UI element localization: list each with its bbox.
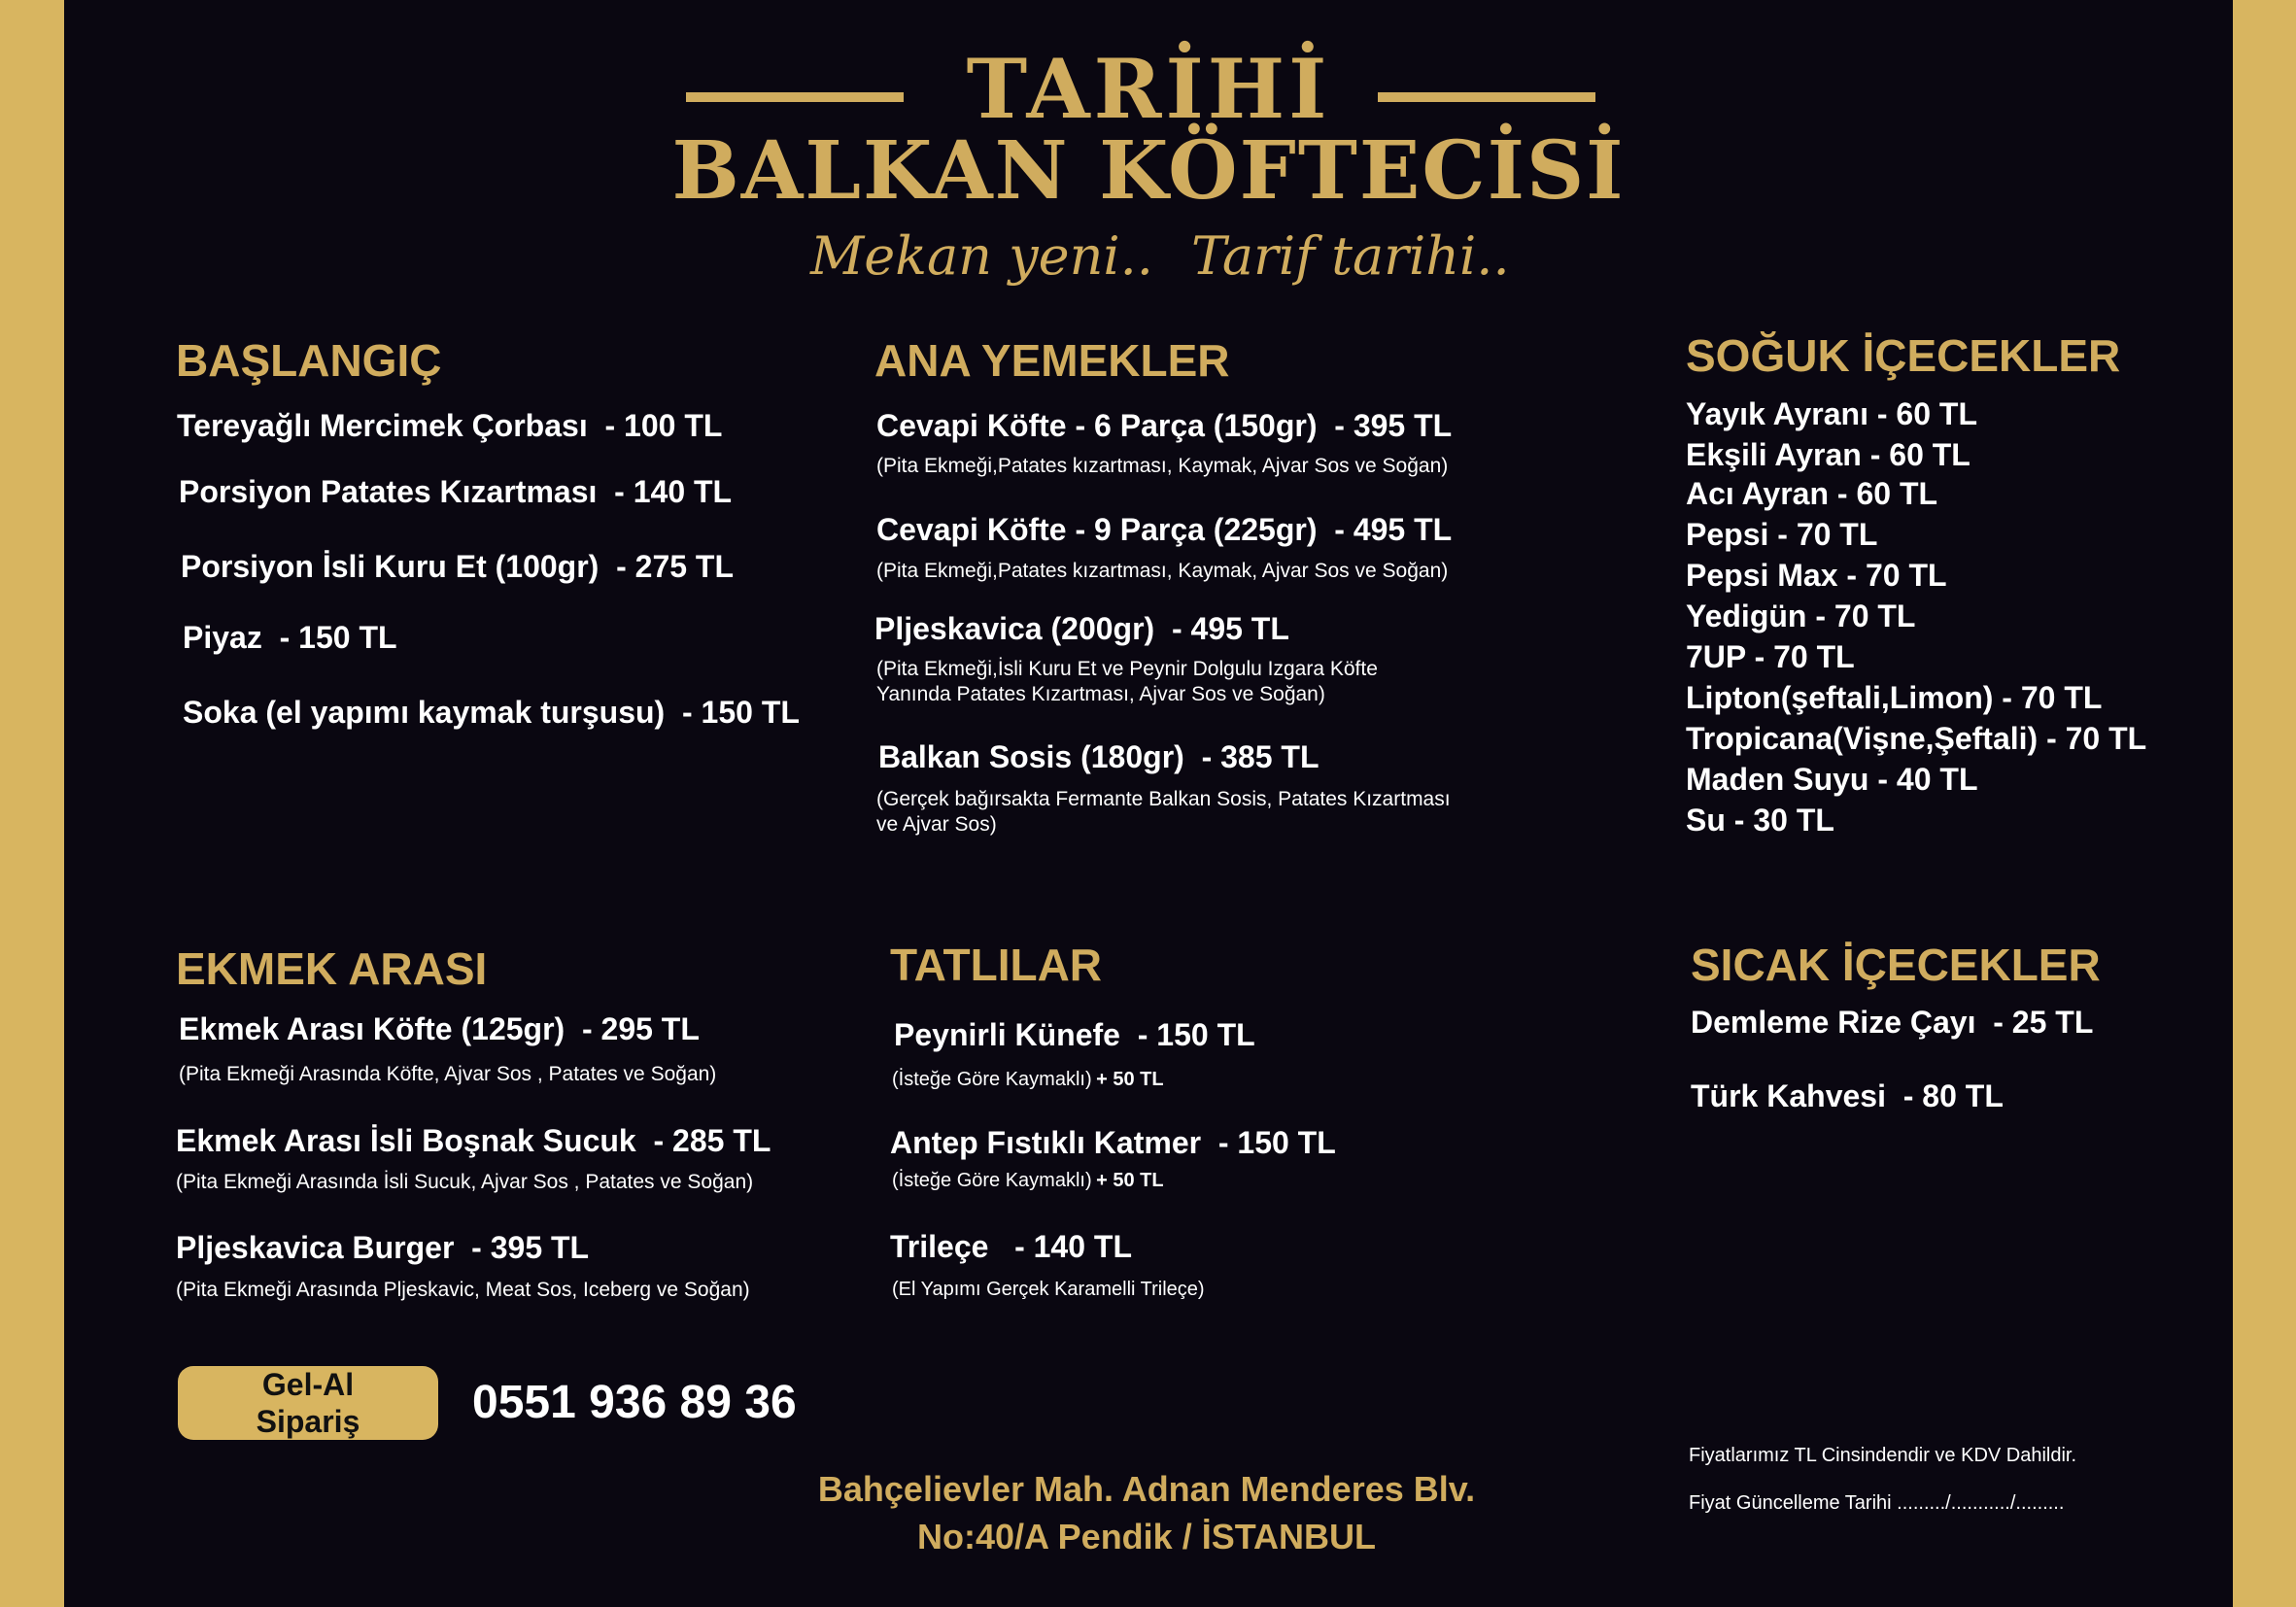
menu-item <box>876 512 1452 548</box>
menu-item <box>890 1125 1336 1161</box>
item-name: Maden Suyu <box>1686 762 1869 797</box>
item-name: Antep Fıstıklı Katmer <box>890 1125 1202 1160</box>
item-price: - 150 TL <box>1137 1017 1255 1052</box>
item-name: Demleme Rize Çayı <box>1691 1005 1976 1040</box>
menu-item <box>1686 721 2146 757</box>
item-name: Pepsi <box>1686 517 1769 552</box>
item-price: - 495 TL <box>1171 611 1289 646</box>
item-price: - 275 TL <box>616 549 735 584</box>
item-name: Tereyağlı Mercimek Çorbası <box>177 408 588 443</box>
item-name: Tropicana(Vişne,Şeftali) <box>1686 721 2039 756</box>
menu-item <box>1686 680 2102 716</box>
item-name: Balkan Sosis (180gr) <box>878 739 1184 774</box>
menu-item <box>1691 1005 2093 1041</box>
item-note: (İsteğe Göre Kaymaklı) <box>892 1069 1092 1090</box>
menu-item <box>1686 517 1877 553</box>
menu-item <box>1686 598 1915 634</box>
item-name: Porsiyon İsli Kuru Et (100gr) <box>181 549 600 584</box>
item-price: - 70 TL <box>1777 517 1878 552</box>
item-name: Porsiyon Patates Kızartması <box>179 474 598 509</box>
menu-item <box>890 1229 1132 1265</box>
item-name: Ekmek Arası İsli Boşnak Sucuk <box>176 1123 636 1158</box>
item-price: - 395 TL <box>1334 408 1453 443</box>
item-name: Pljeskavica (200gr) <box>874 611 1155 646</box>
item-price: - 40 TL <box>1877 762 1978 797</box>
item-description-line-2: ve Ajvar Sos) <box>876 813 997 836</box>
item-price: - 70 TL <box>1815 598 1916 633</box>
section-title-baslangic: BAŞLANGIÇ <box>176 335 442 386</box>
extra-price: + 50 TL <box>1096 1069 1164 1090</box>
menu-item <box>1686 639 1855 675</box>
phone-number[interactable]: 0551 936 89 36 <box>472 1377 797 1428</box>
brand-line-1: TARİHİ <box>966 41 1331 137</box>
menu-item <box>1686 803 1834 838</box>
menu-board <box>64 0 2233 1607</box>
section-title-soguk-icecekler: SOĞUK İÇECEKLER <box>1686 330 2121 381</box>
item-name: Türk Kahvesi <box>1691 1078 1886 1113</box>
item-price: - 295 TL <box>581 1011 700 1046</box>
item-price: - 150 TL <box>681 695 800 730</box>
section-title-ana-yemekler: ANA YEMEKLER <box>874 335 1230 386</box>
slogan-right: Tarif tarihi.. <box>1191 225 1510 287</box>
item-name: Su <box>1686 803 1726 838</box>
item-description: (Pita Ekmeği,Patates kızartması, Kaymak, Ajvar Sos ve Soğan) <box>876 455 1449 477</box>
item-price: - 395 TL <box>471 1230 590 1265</box>
item-name: Acı Ayran <box>1686 476 1830 511</box>
item-name: Ekşili Ayran <box>1686 437 1862 472</box>
item-price: - 495 TL <box>1334 512 1453 547</box>
item-name: Soka (el yapımı kaymak turşusu) <box>183 695 666 730</box>
menu-item <box>1691 1078 2004 1114</box>
section-title-sicak-icecekler: SICAK İÇECEKLER <box>1691 940 2101 990</box>
item-price: - 80 TL <box>1902 1078 2004 1113</box>
item-description: (Pita Ekmeği,Patates kızartması, Kaymak, Ajvar Sos ve Soğan) <box>876 560 1449 582</box>
item-description: (Pita Ekmeği Arasında İsli Sucuk, Ajvar Sos , Patates ve Soğan) <box>176 1171 754 1193</box>
item-name: Pljeskavica Burger <box>176 1230 455 1265</box>
takeaway-order-badge <box>178 1366 438 1440</box>
item-price: - 30 TL <box>1733 803 1834 838</box>
brand-line-2: BALKAN KÖFTECİSİ <box>671 124 1626 218</box>
section-title-tatlilar: TATLILAR <box>890 940 1103 990</box>
item-price: - 385 TL <box>1201 739 1319 774</box>
item-description <box>892 1069 1164 1091</box>
slogan-left: Mekan yeni.. <box>810 225 1153 287</box>
menu-item <box>1686 476 1937 512</box>
address-line-2: No:40/A Pendik / İSTANBUL <box>916 1517 1377 1556</box>
menu-item <box>181 549 734 585</box>
menu-item <box>1686 762 1977 798</box>
item-price: - 150 TL <box>1217 1125 1336 1160</box>
item-name: Ekmek Arası Köfte (125gr) <box>179 1011 565 1046</box>
item-price: - 150 TL <box>279 620 397 655</box>
menu-item <box>183 695 800 731</box>
menu-item <box>1686 396 1977 432</box>
item-price: - 60 TL <box>1876 396 1977 431</box>
menu-item <box>1686 437 1970 473</box>
item-name: Trileçe <box>890 1229 989 1264</box>
item-price: - 70 TL <box>2046 721 2147 756</box>
item-name: Pepsi Max <box>1686 558 1838 593</box>
price-note: Fiyatlarımız TL Cinsindendir ve KDV Dahildir. <box>1689 1445 2077 1466</box>
price-update-date: Fiyat Güncelleme Tarihi ........./.........../......... <box>1689 1492 2065 1514</box>
menu-item <box>878 739 1319 775</box>
menu-item <box>1686 558 1947 594</box>
menu-item <box>874 611 1289 647</box>
menu-item <box>179 1011 700 1047</box>
item-price: - 60 TL <box>1869 437 1970 472</box>
item-description-line-2: Yanında Patates Kızartması, Ajvar Sos ve Soğan) <box>876 683 1325 705</box>
item-description: (Pita Ekmeği Arasında Pljeskavic, Meat Sos, Iceberg ve Soğan) <box>176 1279 750 1301</box>
menu-item <box>179 474 732 510</box>
badge-line-2: Sipariş <box>256 1404 360 1439</box>
item-price: - 70 TL <box>1754 639 1855 674</box>
item-price: - 285 TL <box>653 1123 771 1158</box>
menu-item <box>176 1123 771 1159</box>
item-name: Yedigün <box>1686 598 1807 633</box>
item-description: (El Yapımı Gerçek Karamelli Trileçe) <box>892 1279 1205 1300</box>
item-price: - 70 TL <box>1846 558 1947 593</box>
item-price: - 25 TL <box>1993 1005 2094 1040</box>
item-price: - 140 TL <box>614 474 733 509</box>
item-price: - 100 TL <box>604 408 723 443</box>
section-title-ekmek-arasi: EKMEK ARASI <box>176 943 488 994</box>
menu-item <box>876 408 1452 444</box>
extra-price: + 50 TL <box>1096 1170 1164 1191</box>
item-name: Piyaz <box>183 620 262 655</box>
item-note: (İsteğe Göre Kaymaklı) <box>892 1170 1092 1191</box>
menu-item <box>894 1017 1255 1053</box>
item-price: - 70 TL <box>2002 680 2103 715</box>
badge-line-1: Gel-Al <box>261 1367 355 1402</box>
item-description <box>892 1170 1164 1192</box>
item-description: (Pita Ekmeği Arasında Köfte, Ajvar Sos , Patates ve Soğan) <box>179 1063 717 1085</box>
item-name: 7UP <box>1686 639 1746 674</box>
item-price: - 60 TL <box>1836 476 1938 511</box>
item-name: Cevapi Köfte - 6 Parça (150gr) <box>876 408 1318 443</box>
item-name: Peynirli Künefe <box>894 1017 1120 1052</box>
menu-item <box>183 620 397 656</box>
item-price: - 140 TL <box>1014 1229 1132 1264</box>
menu-item <box>177 408 722 444</box>
item-name: Cevapi Köfte - 9 Parça (225gr) <box>876 512 1318 547</box>
item-name: Yayık Ayranı <box>1686 396 1868 431</box>
menu-item <box>176 1230 589 1266</box>
item-name: Lipton(şeftali,Limon) <box>1686 680 1994 715</box>
item-description: (Gerçek bağırsakta Fermante Balkan Sosis, Patates Kızartması <box>876 788 1451 810</box>
address-line-1: Bahçelievler Mah. Adnan Menderes Blv. <box>817 1469 1476 1509</box>
item-description: (Pita Ekmeği,İsli Kuru Et ve Peynir Dolgulu Izgara Köfte <box>876 658 1378 680</box>
